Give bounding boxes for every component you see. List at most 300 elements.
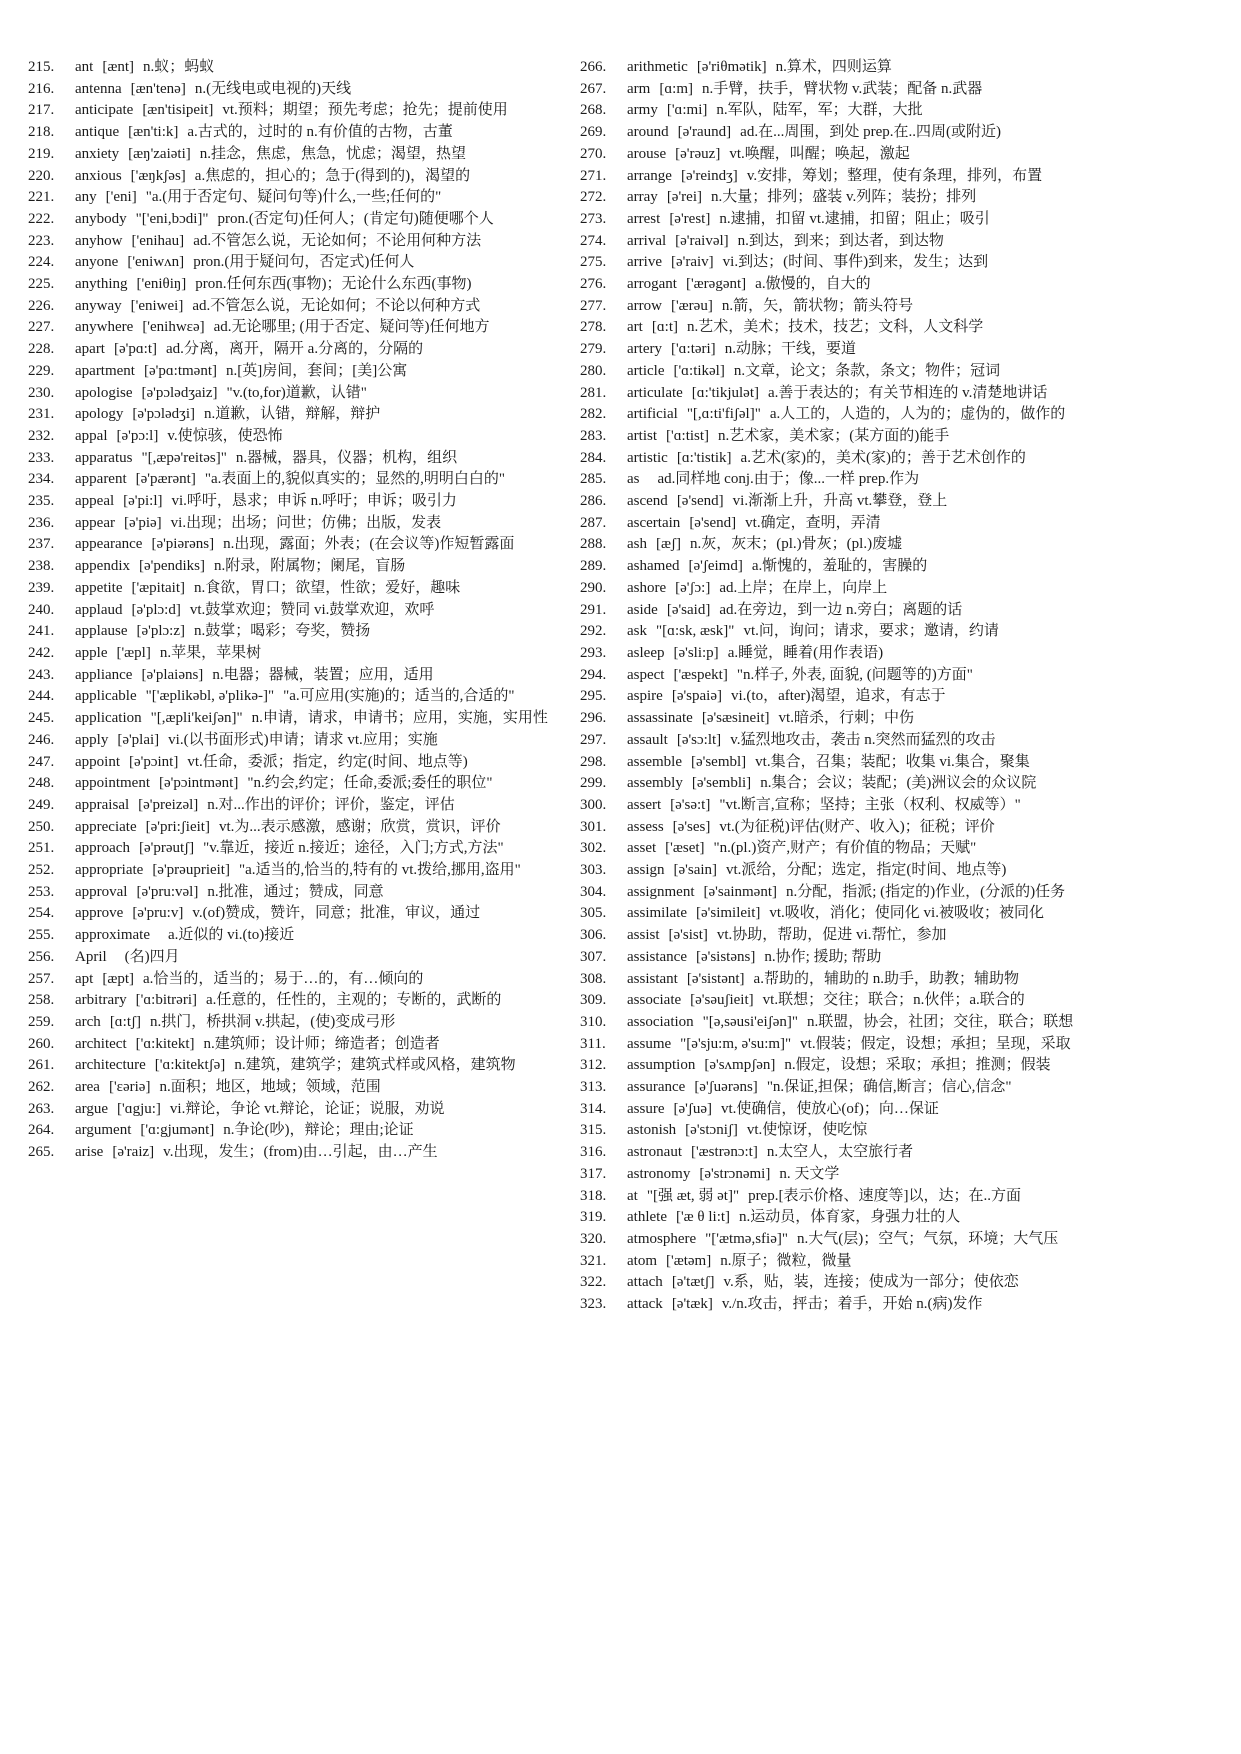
dictionary-entry [580, 404, 1117, 426]
dictionary-entry [580, 57, 1117, 79]
entry-number: 295. [580, 688, 607, 705]
entry-number: 298. [580, 753, 607, 770]
entry-number: 259. [28, 1013, 55, 1030]
entry-phonetic: "['ætmə,sfiə]" [705, 1230, 788, 1247]
entry-definition: n.艺术，美术；技术，技艺；文科，人文科学 [687, 319, 984, 336]
dictionary-entry [580, 231, 1117, 253]
dictionary-entry [580, 838, 1117, 860]
entry-word: appetite [75, 579, 123, 596]
entry-word: ask [627, 623, 647, 640]
entry-phonetic: ['æset] [665, 840, 705, 857]
dictionary-entry [580, 969, 1117, 991]
dictionary-entry [28, 708, 565, 730]
entry-definition: a.艺术(家)的，美术(家)的；善于艺术创作的 [740, 449, 1026, 466]
dictionary-entry [28, 860, 565, 882]
entry-number: 258. [28, 992, 55, 1009]
entry-word: apart [75, 341, 105, 358]
entry-number: 231. [28, 406, 55, 423]
entry-word: artistic [627, 449, 668, 466]
dictionary-entry [28, 773, 565, 795]
entry-word: antenna [75, 80, 122, 97]
dictionary-entry [28, 361, 565, 383]
entry-number: 256. [28, 948, 55, 965]
entry-phonetic: [ə'rest] [669, 210, 711, 227]
entry-number: 317. [580, 1165, 607, 1182]
entry-word: anybody [75, 210, 127, 227]
dictionary-entry [28, 686, 565, 708]
entry-phonetic: "[,æpli'keiʃən]" [150, 710, 243, 727]
entry-number: 274. [580, 232, 607, 249]
entry-word: array [627, 189, 658, 206]
dictionary-entry [28, 469, 565, 491]
entry-phonetic: [ə'piə] [123, 514, 162, 531]
entry-phonetic: [ə'sli:p] [673, 644, 719, 661]
entry-word: appeal [75, 493, 115, 510]
dictionary-entry [580, 752, 1117, 774]
entry-word: appear [75, 514, 115, 531]
entry-definition: "a.表面上的,貌似真实的；显然的,明明白白的" [204, 471, 505, 488]
entry-phonetic: [ə'pru:vəl] [136, 883, 199, 900]
entry-definition: n.文章，论文；条款，条文；物件；冠词 [733, 362, 1001, 379]
dictionary-entry [580, 1251, 1117, 1273]
entry-word: arise [75, 1144, 104, 1161]
entry-phonetic: ['eniwʌn] [127, 254, 185, 271]
dictionary-entry [28, 990, 565, 1012]
entry-phonetic: [ə'send] [676, 493, 724, 510]
entry-phonetic: ['ɛəriə] [108, 1079, 151, 1096]
entry-phonetic: [ə'plaiəns] [141, 666, 204, 683]
entry-word: antique [75, 124, 120, 141]
entry-number: 217. [28, 102, 55, 119]
entry-phonetic: ['æpitait] [131, 579, 186, 596]
dictionary-entry [580, 534, 1117, 556]
entry-word: April [75, 948, 107, 965]
entry-phonetic: "['eni,bɔdi]" [135, 210, 209, 227]
entry-phonetic: [ɑ:'tistik] [676, 449, 732, 466]
entry-definition: vt.使确信，使放心(of)；向…保证 [721, 1100, 939, 1117]
entry-word: ascertain [627, 514, 681, 531]
entry-number: 220. [28, 167, 55, 184]
entry-word: assimilate [627, 905, 687, 922]
dictionary-entry [580, 1099, 1117, 1121]
entry-number: 322. [580, 1274, 607, 1291]
dictionary-entry [580, 817, 1117, 839]
entry-word: artificial [627, 406, 678, 423]
entry-phonetic: [ə'simileit] [696, 905, 761, 922]
entry-word: approach [75, 840, 130, 857]
entry-definition: vt.协助，帮助，促进 vi.帮忙，参加 [716, 927, 947, 944]
dictionary-entry [28, 274, 565, 296]
dictionary-entry [28, 578, 565, 600]
entry-definition: vt.鼓掌欢迎；赞同 vi.鼓掌欢迎，欢呼 [189, 601, 435, 618]
entry-phonetic: [ə'plɔ:d] [131, 601, 181, 618]
dictionary-entry [28, 1055, 565, 1077]
entry-definition: pron.任何东西(事物)；无论什么东西(事物) [195, 276, 472, 293]
entry-number: 319. [580, 1209, 607, 1226]
entry-definition: n.器械，器具，仪器；机构，组织 [235, 449, 458, 466]
dictionary-entry [580, 79, 1117, 101]
dictionary-entry [28, 600, 565, 622]
entry-number: 224. [28, 254, 55, 271]
entry-definition: n.逮捕，扣留 vt.逮捕，扣留；阻止；吸引 [719, 210, 990, 227]
dictionary-entry [28, 947, 565, 969]
dictionary-entry [28, 1012, 565, 1034]
dictionary-entry [580, 339, 1117, 361]
entry-phonetic: ['ɑ:tist] [666, 427, 710, 444]
dictionary-entry [580, 686, 1117, 708]
entry-definition: n.申请，请求，申请书；应用，实施，实用性 [251, 710, 548, 727]
entry-word: assumption [627, 1057, 696, 1074]
entry-word: asleep [627, 644, 665, 661]
dictionary-entry [28, 752, 565, 774]
entry-word: asset [627, 840, 657, 857]
dictionary-entry [580, 1055, 1117, 1077]
entry-number: 316. [580, 1144, 607, 1161]
entry-phonetic: ['æ θ li:t] [675, 1209, 731, 1226]
entry-phonetic: [ə'send] [689, 514, 737, 531]
entry-word: anything [75, 276, 128, 293]
entry-definition: ad.不管怎么说，无论如何；不论以何种方式 [192, 297, 481, 314]
entry-phonetic: [æn'tisipeit] [142, 102, 214, 119]
dictionary-entry [580, 708, 1117, 730]
dictionary-entry [28, 231, 565, 253]
entry-phonetic: [ə'raiz] [112, 1144, 155, 1161]
entry-phonetic: ['ɑ:tikəl] [673, 362, 725, 379]
dictionary-entry [28, 621, 565, 643]
entry-phonetic: ['ærəgənt] [685, 276, 747, 293]
entry-word: assurance [627, 1079, 686, 1096]
entry-definition: a.任意的，任性的，主观的；专断的，武断的 [206, 992, 502, 1009]
entry-word: assign [627, 862, 665, 879]
dictionary-entry [28, 448, 565, 470]
entry-phonetic: [ə'səuʃieit] [690, 992, 754, 1009]
entry-definition: a.近似的 vi.(to)接近 [167, 927, 295, 944]
entry-phonetic: [ə'sembl] [690, 753, 747, 770]
entry-definition: vt.假装；假定，设想；承担；呈现，采取 [800, 1035, 1071, 1052]
dictionary-entry [580, 990, 1117, 1012]
dictionary-entry [28, 317, 565, 339]
entry-word: arch [75, 1013, 101, 1030]
entry-number: 312. [580, 1057, 607, 1074]
entry-definition: ad.不管怎么说，无论如何；不论用何种方法 [193, 232, 482, 249]
entry-definition: v.系，贴，装，连接；使成为一部分；使依恋 [723, 1274, 1019, 1291]
entry-definition: n.原子；微粒，微量 [720, 1252, 852, 1269]
entry-word: arbitrary [75, 992, 127, 1009]
entry-number: 230. [28, 384, 55, 401]
entry-number: 251. [28, 840, 55, 857]
text-column [580, 57, 1117, 1316]
entry-phonetic: [ə'pɔint] [129, 753, 179, 770]
entry-definition: (名)四月 [124, 948, 180, 965]
entry-definition: n.太空人，太空旅行者 [766, 1144, 914, 1161]
entry-number: 257. [28, 970, 55, 987]
entry-number: 271. [580, 167, 607, 184]
dictionary-entry [580, 187, 1117, 209]
entry-number: 232. [28, 427, 55, 444]
entry-definition: vi.出现；出场；问世；仿佛；出版，发表 [170, 514, 442, 531]
entry-definition: n.灰，灰末；(pl.)骨灰；(pl.)废墟 [690, 536, 903, 553]
entry-phonetic: [ə'sistəns] [695, 948, 756, 965]
entry-phonetic: [ə'prəutʃ] [138, 840, 195, 857]
dictionary-entry [28, 643, 565, 665]
entry-definition: vt.(为征税)评估(财产、收入)；征税；评价 [719, 818, 995, 835]
entry-word: appal [75, 427, 108, 444]
entry-number: 288. [580, 536, 607, 553]
dictionary-entry [28, 903, 565, 925]
entry-word: anticipate [75, 102, 134, 119]
entry-definition: n.争论(吵)，辩论；理由;论证 [223, 1122, 414, 1139]
entry-phonetic: ['ɑgju:] [117, 1100, 161, 1117]
entry-number: 241. [28, 623, 55, 640]
dictionary-entry [28, 534, 565, 556]
entry-phonetic: [ə'sæsineit] [701, 710, 770, 727]
dictionary-entry [28, 144, 565, 166]
entry-phonetic: [ə'pru:v] [132, 905, 184, 922]
entry-definition: v./n.攻击，抨击；着手，开始 n.(病)发作 [721, 1296, 983, 1313]
entry-word: arrow [627, 297, 662, 314]
entry-phonetic: "[ə'sju:m, ə'su:m]" [680, 1035, 792, 1052]
entry-definition: ad.无论哪里; (用于否定、疑问等)任何地方 [213, 319, 490, 336]
entry-number: 304. [580, 883, 607, 900]
entry-definition: vi.呼吁，恳求；申诉 n.呼吁；申诉；吸引力 [171, 493, 457, 510]
entry-definition: a.善于表达的；有关节相连的 v.清楚地讲话 [768, 384, 1048, 401]
entry-definition: vi.到达；(时间、事件)到来，发生；达到 [722, 254, 989, 271]
entry-number: 235. [28, 493, 55, 510]
entry-number: 277. [580, 297, 607, 314]
entry-definition: "a.(用于否定句、疑问句等)什么,一些;任何的" [145, 189, 442, 206]
entry-definition: a.古式的，过时的 n.有价值的古物，古董 [187, 124, 453, 141]
entry-phonetic: ['eniwei] [130, 297, 184, 314]
entry-phonetic: [ə'preizəl] [138, 796, 199, 813]
entry-phonetic: ['ɑ:mi] [666, 102, 708, 119]
entry-word: appliance [75, 666, 133, 683]
entry-definition: n.挂念，焦虑，焦急，忧虑；渴望，热望 [199, 145, 467, 162]
entry-phonetic: [æŋ'zaiəti] [128, 145, 191, 162]
entry-number: 310. [580, 1013, 607, 1030]
dictionary-entry [580, 448, 1117, 470]
entry-word: approval [75, 883, 128, 900]
entry-definition: n.食欲，胃口；欲望，性欲；爱好，趣味 [194, 579, 461, 596]
entry-word: arrange [627, 167, 672, 184]
entry-phonetic: [ə'sistənt] [686, 970, 745, 987]
entry-number: 223. [28, 232, 55, 249]
entry-definition: pron.(否定句)任何人；(肯定句)随便哪个人 [217, 210, 494, 227]
dictionary-entry [580, 144, 1117, 166]
entry-word: architect [75, 1035, 127, 1052]
entry-phonetic: [ə'tæk] [671, 1296, 713, 1313]
entry-definition: a.傲慢的，自大的 [755, 276, 871, 293]
entry-phonetic: [ə'pɔintmənt] [159, 775, 239, 792]
entry-word: anyone [75, 254, 119, 271]
entry-number: 272. [580, 189, 607, 206]
two-column-layout [28, 57, 1241, 1316]
entry-phonetic: [ə'raund] [677, 124, 732, 141]
entry-word: astronomy [627, 1165, 691, 1182]
entry-number: 273. [580, 210, 607, 227]
entry-number: 236. [28, 514, 55, 531]
entry-word: apply [75, 731, 109, 748]
entry-word: assemble [627, 753, 682, 770]
dictionary-entry [580, 252, 1117, 274]
entry-phonetic: [ɑ:m] [659, 80, 693, 97]
entry-number: 266. [580, 59, 607, 75]
dictionary-entry [28, 1142, 565, 1164]
entry-definition: n.建筑，建筑学；建筑式样或风格，建筑物 [234, 1057, 516, 1074]
dictionary-entry [28, 838, 565, 860]
entry-phonetic: [ə'sain] [673, 862, 718, 879]
entry-word: around [627, 124, 669, 141]
entry-number: 260. [28, 1035, 55, 1052]
dictionary-entry [28, 166, 565, 188]
entry-definition: a.焦虑的，担心的；急于(得到的)，渴望的 [194, 167, 471, 184]
entry-number: 323. [580, 1296, 607, 1313]
entry-phonetic: ['ɑ:gjumənt] [140, 1122, 215, 1139]
entry-definition: ad.在旁边，到一边 n.旁白；离题的话 [719, 601, 963, 618]
entry-word: ash [627, 536, 647, 553]
entry-number: 286. [580, 493, 607, 510]
dictionary-entry [580, 947, 1117, 969]
entry-number: 299. [580, 775, 607, 792]
entry-word: assert [627, 796, 662, 813]
entry-definition: n.假定，设想；采取；承担；推测；假装 [784, 1057, 1051, 1074]
entry-definition: ad.分离，离开，隔开 a.分离的，分隔的 [166, 341, 424, 358]
dictionary-entry [28, 665, 565, 687]
entry-number: 254. [28, 905, 55, 922]
entry-word: appreciate [75, 818, 137, 835]
entry-word: attack [627, 1296, 663, 1313]
dictionary-entry [28, 209, 565, 231]
entry-definition: n.附录，附属物；阑尾，盲肠 [214, 558, 406, 575]
entry-number: 318. [580, 1187, 607, 1204]
dictionary-entry [580, 1186, 1117, 1208]
dictionary-entry [28, 925, 565, 947]
entry-definition: pron.(用于疑问句，否定式)任何人 [193, 254, 415, 271]
entry-word: ant [75, 59, 94, 75]
entry-word: assault [627, 731, 668, 748]
entry-phonetic: [ə'sə:t] [670, 796, 711, 813]
entry-phonetic: ['ærəu] [670, 297, 713, 314]
dictionary-entry [580, 317, 1117, 339]
entry-definition: n.运动员，体育家，身强力壮的人 [739, 1209, 961, 1226]
entry-word: ashamed [627, 558, 680, 575]
entry-number: 292. [580, 623, 607, 640]
entry-phonetic: "[ɑ:sk, æsk]" [656, 623, 735, 640]
entry-phonetic: [ə'ʃuərəns] [694, 1079, 758, 1096]
entry-number: 243. [28, 666, 55, 683]
entry-definition: vt.唤醒，叫醒；唤起，激起 [729, 145, 910, 162]
entry-phonetic: [æn'tenə] [130, 80, 186, 97]
entry-definition: n.出现，露面；外表；(在会议等)作短暂露面 [223, 536, 515, 553]
entry-definition: vt.暗杀，行刺；中伤 [778, 710, 914, 727]
entry-phonetic: ['æspekt] [673, 666, 728, 683]
entry-word: assignment [627, 883, 695, 900]
entry-phonetic: [æʃ] [656, 536, 681, 553]
entry-number: 250. [28, 818, 55, 835]
entry-definition: vt.问，询问；请求，要求；邀请，约请 [743, 623, 999, 640]
dictionary-entry [580, 1034, 1117, 1056]
entry-number: 320. [580, 1230, 607, 1247]
entry-number: 228. [28, 341, 55, 358]
dictionary-entry [580, 1012, 1117, 1034]
entry-definition: n. 天文学 [779, 1165, 840, 1182]
entry-phonetic: [ə'pɔlədʒi] [132, 406, 195, 423]
entry-number: 268. [580, 102, 607, 119]
entry-definition: n.艺术家，美术家；(某方面的)能手 [718, 427, 950, 444]
dictionary-entry [580, 795, 1117, 817]
dictionary-entry [580, 426, 1117, 448]
entry-word: anyway [75, 297, 122, 314]
entry-number: 287. [580, 514, 607, 531]
entry-word: applaud [75, 601, 123, 618]
dictionary-entry [580, 1142, 1117, 1164]
dictionary-entry [28, 426, 565, 448]
dictionary-entry [580, 621, 1117, 643]
entry-definition: a.惭愧的，羞耻的，害臊的 [751, 558, 928, 575]
entry-phonetic: [ə'sainmənt] [703, 883, 778, 900]
dictionary-entry [580, 773, 1117, 795]
entry-phonetic: [ə'piərəns] [151, 536, 215, 553]
entry-phonetic: [ə'reindʒ] [680, 167, 738, 184]
dictionary-entry [28, 513, 565, 535]
entry-phonetic: [ə'raivəl] [675, 232, 729, 249]
entry-number: 281. [580, 384, 607, 401]
entry-number: 255. [28, 927, 55, 944]
entry-phonetic: [ə'ʃɔ:] [675, 579, 711, 596]
dictionary-entry [28, 100, 565, 122]
dictionary-entry [580, 1207, 1117, 1229]
dictionary-entry [28, 57, 565, 79]
entry-number: 283. [580, 427, 607, 444]
entry-phonetic: [ə'pɔ:l] [116, 427, 159, 444]
dictionary-entry [580, 513, 1117, 535]
entry-number: 308. [580, 970, 607, 987]
dictionary-entry [580, 730, 1117, 752]
entry-word: anyhow [75, 232, 123, 249]
dictionary-entry [580, 1120, 1117, 1142]
entry-definition: n.道歉，认错，辩解，辩护 [204, 406, 381, 423]
entry-phonetic: [ə'pri:ʃieit] [145, 818, 210, 835]
entry-number: 239. [28, 579, 55, 596]
entry-phonetic: [ə'tætʃ] [671, 1274, 715, 1291]
entry-word: anxiety [75, 145, 120, 162]
entry-definition: "a.适当的,恰当的,特有的 vt.拨给,挪用,盗用" [238, 862, 521, 879]
entry-word: apologise [75, 384, 133, 401]
dictionary-entry [580, 1294, 1117, 1316]
entry-phonetic: [æpt] [102, 970, 134, 987]
entry-phonetic: ['ætəm] [666, 1252, 712, 1269]
entry-number: 280. [580, 362, 607, 379]
entry-definition: "v.(to,for)道歉，认错" [226, 384, 367, 401]
dictionary-entry [580, 665, 1117, 687]
dictionary-entry [580, 925, 1117, 947]
entry-number: 252. [28, 862, 55, 879]
entry-phonetic: ['æstrənɔ:t] [690, 1144, 758, 1161]
entry-number: 285. [580, 471, 607, 488]
entry-number: 215. [28, 59, 55, 75]
entry-number: 265. [28, 1144, 55, 1161]
entry-number: 315. [580, 1122, 607, 1139]
entry-phonetic: [ə'ses] [672, 818, 711, 835]
entry-phonetic: ['eniθiŋ] [136, 276, 187, 293]
entry-number: 233. [28, 449, 55, 466]
entry-word: applicable [75, 688, 137, 705]
dictionary-entry [580, 1077, 1117, 1099]
entry-word: aside [627, 601, 658, 618]
entry-word: arrogant [627, 276, 677, 293]
entry-word: apple [75, 644, 108, 661]
dictionary-entry [28, 730, 565, 752]
entry-definition: n.鼓掌；喝彩；夸奖，赞扬 [194, 623, 371, 640]
